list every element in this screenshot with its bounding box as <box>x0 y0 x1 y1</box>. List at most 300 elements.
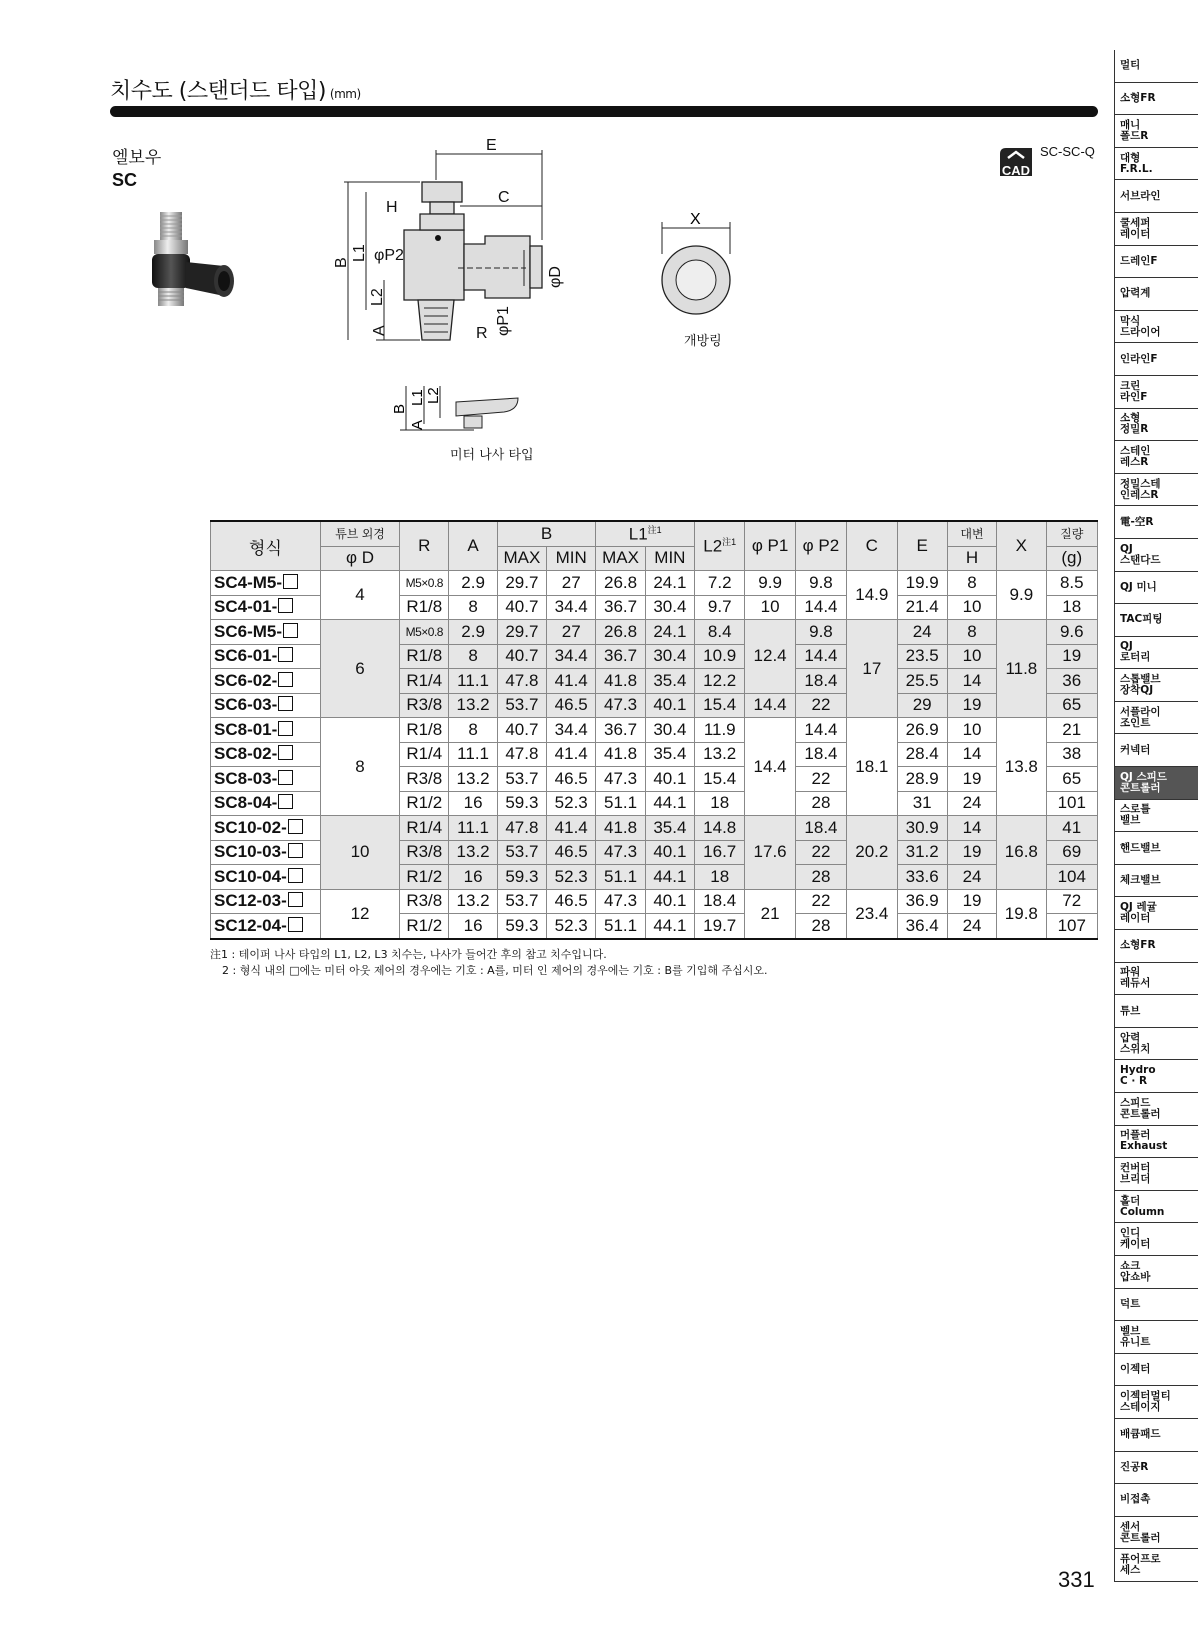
cell-p1: 14.4 <box>745 693 795 718</box>
cell-p1: 12.4 <box>745 620 795 694</box>
cell-bmin: 41.4 <box>547 816 596 841</box>
cell-a: 16 <box>449 914 497 939</box>
header-l2-label: L2 <box>703 536 723 556</box>
cell-h: 14 <box>947 742 996 767</box>
cell-l2: 18 <box>695 865 745 890</box>
cad-icon[interactable] <box>998 146 1034 180</box>
cell-l1min: 30.4 <box>645 644 694 669</box>
cell-c: 20.2 <box>847 816 897 890</box>
model-code: SC12-03- <box>214 891 287 911</box>
sidebar-item[interactable]: QJ 레귤 레이터 <box>1115 897 1198 930</box>
cell-h: 14 <box>947 669 996 694</box>
cell-mass: 19 <box>1046 644 1097 669</box>
cell-bmax: 53.7 <box>497 889 546 914</box>
header-g: (g) <box>1046 546 1097 571</box>
cell-r: R1/8 <box>400 718 449 743</box>
sidebar-item[interactable]: 머플러 Exhaust <box>1115 1126 1198 1159</box>
sidebar-item[interactable]: 커넥터 <box>1115 734 1198 767</box>
cell-h: 19 <box>947 840 996 865</box>
sidebar-item[interactable]: 스피드 콘트롤러 <box>1115 1093 1198 1126</box>
header-r: R <box>400 521 449 571</box>
product-model: SC <box>112 170 138 190</box>
cell-e: 33.6 <box>897 865 947 890</box>
sidebar-item[interactable]: 인라인F <box>1115 343 1198 376</box>
cell-l1min: 44.1 <box>645 791 694 816</box>
model-code: SC10-03- <box>214 842 287 862</box>
dim-label-e: E <box>486 137 497 154</box>
cell-bmax: 53.7 <box>497 840 546 865</box>
cell-bmax: 40.7 <box>497 718 546 743</box>
sidebar-item[interactable]: 홀더 Column <box>1115 1191 1198 1224</box>
sidebar-item[interactable]: 스테인 레스R <box>1115 441 1198 474</box>
cell-model <box>211 571 321 596</box>
cell-a: 13.2 <box>449 767 497 792</box>
table-row <box>211 816 1098 841</box>
cell-bmin: 41.4 <box>547 669 596 694</box>
cell-p1: 17.6 <box>745 816 795 890</box>
cell-a: 11.1 <box>449 742 497 767</box>
cell-bmax: 47.8 <box>497 742 546 767</box>
cell-d: 10 <box>320 816 399 890</box>
cell-p2: 14.4 <box>795 595 846 620</box>
cell-mass: 104 <box>1046 865 1097 890</box>
cell-mass: 72 <box>1046 889 1097 914</box>
note-2: 2 : 형식 내의 □에는 미터 아웃 제어의 경우에는 기호 : A를, 미터 인 제어의 경우에는 기호 : B를 기입해 주십시오. <box>222 964 768 977</box>
cell-r: R3/8 <box>400 693 449 718</box>
cell-x: 11.8 <box>997 620 1046 718</box>
cell-bmin: 41.4 <box>547 742 596 767</box>
option-box <box>278 721 293 736</box>
cell-mass: 21 <box>1046 718 1097 743</box>
cell-a: 16 <box>449 865 497 890</box>
option-box <box>278 647 293 662</box>
cell-bmax: 47.8 <box>497 816 546 841</box>
model-code: SC6-02- <box>214 670 278 690</box>
sidebar-item[interactable]: 드레인F <box>1115 246 1198 279</box>
option-box <box>278 598 293 613</box>
cell-r: R1/4 <box>400 742 449 767</box>
cell-r: R1/4 <box>400 669 449 694</box>
cell-bmin: 27 <box>547 620 596 645</box>
cell-a: 13.2 <box>449 840 497 865</box>
cell-bmax: 53.7 <box>497 693 546 718</box>
cell-e: 36.4 <box>897 914 947 939</box>
dim-label-a: A <box>371 325 388 336</box>
cell-l2: 9.7 <box>695 595 745 620</box>
cell-p2: 18.4 <box>795 742 846 767</box>
sidebar-item[interactable]: 쿨세퍼 레이터 <box>1115 213 1198 246</box>
dimension-drawing <box>333 137 620 360</box>
sidebar-item[interactable]: 벨브 유니트 <box>1115 1321 1198 1354</box>
title-rule <box>110 106 1098 117</box>
cell-model <box>211 865 321 890</box>
cell-x: 13.8 <box>997 718 1046 816</box>
cell-r: M5×0.8 <box>400 620 449 645</box>
cell-l2: 14.8 <box>695 816 745 841</box>
sidebar-item[interactable]: QJ 미니 <box>1115 572 1198 605</box>
cell-h: 10 <box>947 595 996 620</box>
sidebar-item[interactable]: 압력 스위치 <box>1115 1028 1198 1061</box>
header-b: B <box>497 521 596 546</box>
header-b-min: MIN <box>547 546 596 571</box>
sidebar-item[interactable]: 이젝터 <box>1115 1354 1198 1387</box>
sidebar-item[interactable]: 멀티 <box>1115 50 1198 83</box>
header-a: A <box>449 521 497 571</box>
meter-dim-a: A <box>409 419 426 430</box>
sidebar-item[interactable]: 정밀스테 인레스R <box>1115 474 1198 507</box>
sidebar-item[interactable]: 크린 라인F <box>1115 376 1198 409</box>
cell-l1min: 40.1 <box>645 889 694 914</box>
cell-l1min: 35.4 <box>645 669 694 694</box>
cell-p2: 28 <box>795 865 846 890</box>
cell-x: 19.8 <box>997 889 1046 939</box>
cell-l1max: 36.7 <box>596 595 645 620</box>
model-code: SC8-02- <box>214 744 278 764</box>
cell-p2: 28 <box>795 914 846 939</box>
model-code: SC10-02- <box>214 817 287 837</box>
cell-model <box>211 718 321 743</box>
cell-l2: 19.7 <box>695 914 745 939</box>
cell-r: R1/2 <box>400 865 449 890</box>
cell-bmin: 52.3 <box>547 791 596 816</box>
header-e: E <box>897 521 947 571</box>
cell-l1min: 44.1 <box>645 914 694 939</box>
cell-mass: 41 <box>1046 816 1097 841</box>
cell-l1max: 41.8 <box>596 816 645 841</box>
header-p1: φ P1 <box>745 521 795 571</box>
cell-r: R1/8 <box>400 644 449 669</box>
dim-label-d: φD <box>547 266 564 288</box>
header-p2: φ P2 <box>795 521 846 571</box>
sidebar-item[interactable]: 덕트 <box>1115 1289 1198 1322</box>
sidebar-item[interactable]: 막식 드라이어 <box>1115 311 1198 344</box>
cell-model <box>211 669 321 694</box>
option-box <box>288 819 303 834</box>
cad-code: SC-SC-Q <box>1040 144 1095 159</box>
cell-e: 36.9 <box>897 889 947 914</box>
sidebar-item[interactable]: 스톱밸브 장착QJ <box>1115 669 1198 702</box>
sidebar-item[interactable]: 인디 케이터 <box>1115 1223 1198 1256</box>
ring-caption: 개방링 <box>684 334 722 349</box>
cell-h: 19 <box>947 693 996 718</box>
sidebar-item[interactable]: 이젝터멀티 스테이지 <box>1115 1386 1198 1419</box>
cell-c: 14.9 <box>847 571 897 620</box>
dim-label-p1: φP1 <box>495 306 512 336</box>
cell-mass: 107 <box>1046 914 1097 939</box>
cell-l1min: 44.1 <box>645 865 694 890</box>
cell-a: 11.1 <box>449 816 497 841</box>
cell-model <box>211 816 321 841</box>
cell-p2: 28 <box>795 791 846 816</box>
sidebar-item[interactable]: 파워 레듀서 <box>1115 963 1198 996</box>
cell-l2: 18.4 <box>695 889 745 914</box>
cell-p2: 22 <box>795 767 846 792</box>
cell-l2: 15.4 <box>695 693 745 718</box>
option-box <box>278 770 293 785</box>
cell-bmin: 52.3 <box>547 914 596 939</box>
sidebar-item[interactable]: 센서 콘트롤러 <box>1115 1517 1198 1550</box>
sidebar-item[interactable]: 매니 폴드R <box>1115 115 1198 148</box>
page-title: 치수도 (스탠더드 타입) (mm) <box>110 79 361 104</box>
cell-model <box>211 840 321 865</box>
sidebar-item[interactable]: 대형 F.R.L. <box>1115 148 1198 181</box>
cell-bmin: 46.5 <box>547 840 596 865</box>
model-code: SC4-01- <box>214 597 278 617</box>
sidebar-item[interactable]: 퓨어프로 세스 <box>1115 1549 1198 1582</box>
cell-l1min: 35.4 <box>645 816 694 841</box>
cell-model <box>211 742 321 767</box>
cell-p1: 14.4 <box>745 718 795 816</box>
option-box <box>288 917 303 932</box>
cell-l1min: 24.1 <box>645 620 694 645</box>
meter-caption: 미터 나사 타입 <box>450 448 534 463</box>
sidebar-item[interactable]: 튜브 <box>1115 995 1198 1028</box>
cell-model <box>211 791 321 816</box>
cell-bmax: 59.3 <box>497 914 546 939</box>
cell-l1max: 41.8 <box>596 742 645 767</box>
cell-model <box>211 767 321 792</box>
cell-l2: 16.7 <box>695 840 745 865</box>
sidebar-item[interactable]: QJ 스탠다드 <box>1115 539 1198 572</box>
dim-label-b: B <box>333 257 350 268</box>
cell-l1min: 24.1 <box>645 571 694 596</box>
sidebar-item[interactable]: 배큠패드 <box>1115 1419 1198 1452</box>
cell-r: R3/8 <box>400 889 449 914</box>
header-x: X <box>997 521 1046 571</box>
cell-d: 12 <box>320 889 399 939</box>
header-h: H <box>947 546 996 571</box>
cell-p1: 9.9 <box>745 571 795 596</box>
page-number: 331 <box>1058 1567 1095 1592</box>
cell-h: 24 <box>947 914 996 939</box>
meter-dim-b: B <box>391 403 408 414</box>
cell-p2: 18.4 <box>795 816 846 841</box>
header-l2-note: 注1 <box>722 537 737 548</box>
model-code: SC10-04- <box>214 866 287 886</box>
model-code: SC6-M5- <box>214 621 283 641</box>
cell-x: 16.8 <box>997 816 1046 890</box>
cell-mass: 69 <box>1046 840 1097 865</box>
cell-l1max: 26.8 <box>596 620 645 645</box>
cell-e: 31.2 <box>897 840 947 865</box>
cell-l1max: 36.7 <box>596 644 645 669</box>
option-box <box>288 868 303 883</box>
table-row <box>211 620 1098 645</box>
header-tube-d: φ D <box>320 546 399 571</box>
cell-mass: 38 <box>1046 742 1097 767</box>
cell-a: 13.2 <box>449 889 497 914</box>
meter-dim-l1: L1 <box>409 389 426 406</box>
meter-thread-drawing <box>391 380 524 440</box>
header-b-max: MAX <box>497 546 546 571</box>
header-tube: 튜브 외경 <box>320 521 399 546</box>
model-code: SC4-M5- <box>214 572 283 592</box>
cell-bmin: 46.5 <box>547 693 596 718</box>
cell-e: 29 <box>897 693 947 718</box>
cell-bmax: 40.7 <box>497 595 546 620</box>
dim-label-p2: φP2 <box>374 247 404 264</box>
option-box <box>288 843 303 858</box>
cell-mass: 9.6 <box>1046 620 1097 645</box>
cell-a: 11.1 <box>449 669 497 694</box>
cell-e: 26.9 <box>897 718 947 743</box>
cell-l2: 13.2 <box>695 742 745 767</box>
sidebar-item[interactable]: 소형FR <box>1115 83 1198 116</box>
cell-l1max: 51.1 <box>596 865 645 890</box>
option-box <box>278 696 293 711</box>
cell-l1max: 47.3 <box>596 767 645 792</box>
cell-h: 19 <box>947 889 996 914</box>
cell-bmax: 53.7 <box>497 767 546 792</box>
sidebar-item[interactable]: 쇼크 압쇼바 <box>1115 1256 1198 1289</box>
cell-a: 16 <box>449 791 497 816</box>
sidebar-item[interactable]: QJ 스피드 콘트롤러 <box>1115 767 1198 800</box>
dim-label-c: C <box>498 189 510 206</box>
cell-bmin: 52.3 <box>547 865 596 890</box>
sidebar-item[interactable]: 압력계 <box>1115 278 1198 311</box>
cell-p2: 9.8 <box>795 620 846 645</box>
cell-l2: 11.9 <box>695 718 745 743</box>
sidebar-item[interactable]: 서브라인 <box>1115 180 1198 213</box>
cell-e: 24 <box>897 620 947 645</box>
meter-dim-l2: L2 <box>425 387 442 404</box>
cell-a: 8 <box>449 644 497 669</box>
sidebar-item[interactable]: 電-空R <box>1115 506 1198 539</box>
cell-l1max: 47.3 <box>596 693 645 718</box>
model-code: SC8-03- <box>214 768 278 788</box>
note-1: 注1 : 테이퍼 나사 타입의 L1, L2, L3 치수는, 나사가 들어간 후의 참고 치수입니다. <box>210 948 607 961</box>
cell-bmin: 34.4 <box>547 595 596 620</box>
cell-h: 8 <box>947 620 996 645</box>
cell-bmin: 34.4 <box>547 718 596 743</box>
cell-model <box>211 914 321 939</box>
cell-e: 28.4 <box>897 742 947 767</box>
cell-h: 10 <box>947 644 996 669</box>
unit-label: (mm) <box>329 87 361 101</box>
header-l1-note: 注1 <box>647 524 662 535</box>
sidebar-item[interactable]: 핸드밸브 <box>1115 832 1198 865</box>
option-box <box>278 794 293 809</box>
cell-e: 31 <box>897 791 947 816</box>
cell-e: 23.5 <box>897 644 947 669</box>
cell-d: 8 <box>320 718 399 816</box>
cell-c: 18.1 <box>847 718 897 816</box>
cell-e: 21.4 <box>897 595 947 620</box>
cell-bmax: 59.3 <box>497 791 546 816</box>
product-type: 엘보우 <box>112 148 162 168</box>
header-l2 <box>695 521 745 571</box>
cell-l1max: 41.8 <box>596 669 645 694</box>
cell-l2: 18 <box>695 791 745 816</box>
sidebar-item[interactable]: 서플라이 조인트 <box>1115 702 1198 735</box>
header-c: C <box>847 521 897 571</box>
cell-model <box>211 644 321 669</box>
cell-l1max: 51.1 <box>596 791 645 816</box>
cell-e: 25.5 <box>897 669 947 694</box>
cell-l1max: 47.3 <box>596 889 645 914</box>
option-box <box>283 574 298 589</box>
cell-h: 19 <box>947 767 996 792</box>
cell-bmax: 40.7 <box>497 644 546 669</box>
header-l1-max: MAX <box>596 546 645 571</box>
cell-e: 30.9 <box>897 816 947 841</box>
table-row <box>211 889 1098 914</box>
model-code: SC6-03- <box>214 695 278 715</box>
sidebar-item[interactable]: QJ 로터리 <box>1115 637 1198 670</box>
cell-p2: 14.4 <box>795 718 846 743</box>
cell-p2: 22 <box>795 889 846 914</box>
cell-l2: 10.9 <box>695 644 745 669</box>
cell-model <box>211 889 321 914</box>
cell-a: 8 <box>449 718 497 743</box>
option-box <box>278 672 293 687</box>
cell-l1max: 26.8 <box>596 571 645 596</box>
cell-bmax: 59.3 <box>497 865 546 890</box>
model-code: SC8-04- <box>214 793 278 813</box>
category-sidebar <box>1114 50 1198 1582</box>
header-l1 <box>596 521 695 546</box>
header-l1-label: L1 <box>628 524 648 544</box>
sidebar-item[interactable]: TAC피팅 <box>1115 604 1198 637</box>
header-l1-min: MIN <box>645 546 694 571</box>
table-row <box>211 571 1098 596</box>
cell-d: 6 <box>320 620 399 718</box>
cell-r: R1/2 <box>400 791 449 816</box>
option-box <box>278 745 293 760</box>
cell-model <box>211 595 321 620</box>
cell-x: 9.9 <box>997 571 1046 620</box>
cell-model <box>211 620 321 645</box>
cell-r: R3/8 <box>400 840 449 865</box>
cell-r: R1/4 <box>400 816 449 841</box>
cell-h: 8 <box>947 571 996 596</box>
model-code: SC8-01- <box>214 719 278 739</box>
sidebar-item[interactable]: 스로틀 밸브 <box>1115 800 1198 833</box>
cell-bmax: 47.8 <box>497 669 546 694</box>
sidebar-item[interactable]: 소형FR <box>1115 930 1198 963</box>
sidebar-item[interactable]: 비접촉 <box>1115 1484 1198 1517</box>
option-box <box>283 623 298 638</box>
cell-bmin: 46.5 <box>547 889 596 914</box>
cell-bmin: 27 <box>547 571 596 596</box>
dim-label-h: H <box>386 199 398 216</box>
cell-l1max: 47.3 <box>596 840 645 865</box>
cell-c: 23.4 <box>847 889 897 939</box>
cell-a: 2.9 <box>449 620 497 645</box>
header-width: 대변 <box>947 521 996 546</box>
sidebar-item[interactable]: 컨버터 브리더 <box>1115 1158 1198 1191</box>
cell-mass: 65 <box>1046 693 1097 718</box>
sidebar-item[interactable]: 진공R <box>1115 1452 1198 1485</box>
cell-bmax: 29.7 <box>497 571 546 596</box>
product-photo <box>138 204 248 314</box>
cell-l1min: 35.4 <box>645 742 694 767</box>
cell-l1max: 36.7 <box>596 718 645 743</box>
cell-l2: 8.4 <box>695 620 745 645</box>
cell-p2: 14.4 <box>795 644 846 669</box>
release-ring-drawing <box>650 211 740 324</box>
cell-l1min: 40.1 <box>645 693 694 718</box>
spec-table <box>210 520 1098 940</box>
sidebar-item[interactable]: 소형 정밀R <box>1115 409 1198 442</box>
sidebar-item[interactable]: Hydro C · R <box>1115 1060 1198 1093</box>
dim-label-l1: L1 <box>351 244 368 262</box>
cell-r: R1/8 <box>400 595 449 620</box>
cell-p2: 22 <box>795 840 846 865</box>
cell-h: 24 <box>947 791 996 816</box>
cell-mass: 65 <box>1046 767 1097 792</box>
sidebar-item[interactable]: 체크밸브 <box>1115 865 1198 898</box>
